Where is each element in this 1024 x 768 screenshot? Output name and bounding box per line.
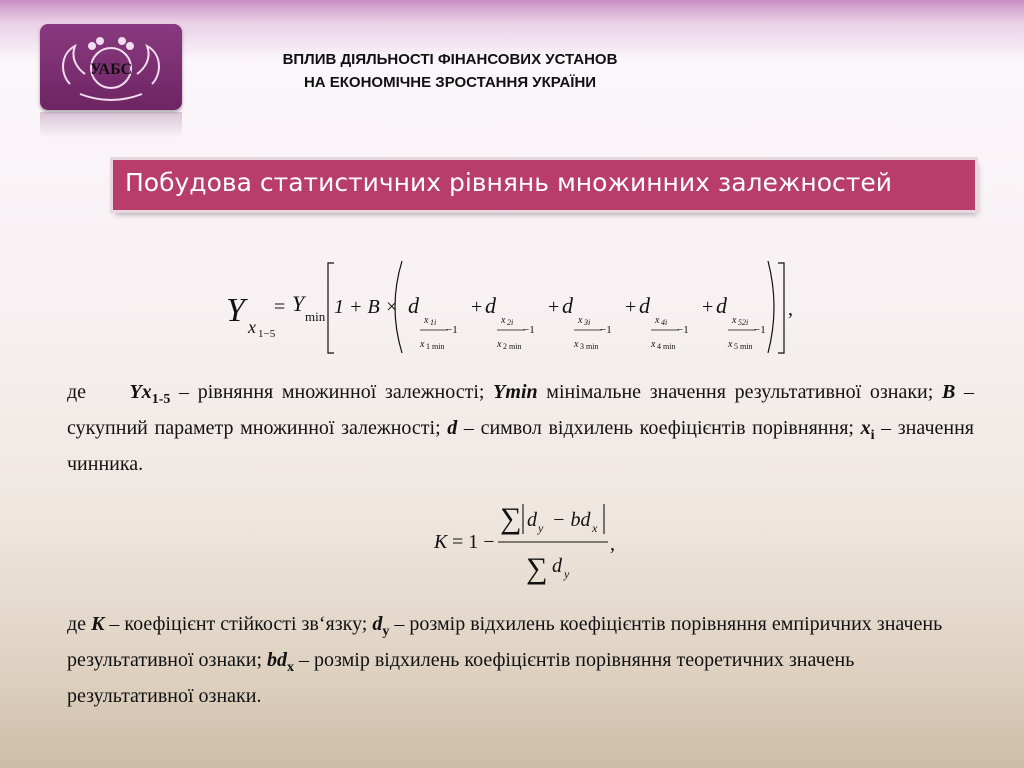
word-de: де — [67, 381, 87, 403]
right-paren — [768, 261, 774, 353]
term-num-idx: 52i — [738, 318, 749, 327]
term-den-idx: 3 min — [580, 342, 599, 351]
stability-coefficient-formula — [432, 496, 622, 586]
logo-reflection — [40, 112, 182, 138]
text-segment-3: – сукупний параметр множинної залежності; — [67, 381, 975, 439]
term-den-idx: 2 min — [503, 342, 522, 351]
term-k: K — [91, 613, 105, 635]
term-minus-one: −1 — [446, 324, 458, 336]
plus-sign: + — [471, 296, 483, 318]
logo — [40, 24, 182, 110]
term-bdx: bd — [267, 649, 288, 671]
term-x-sub: i — [870, 428, 875, 443]
plus-sign: + — [702, 296, 714, 318]
formula-equals: = — [274, 296, 286, 318]
term-den-x: x — [728, 339, 733, 350]
text-segment-2: мінімальне значення результативної ознаки; — [537, 381, 942, 403]
term-x: x — [860, 417, 871, 439]
term-d: d — [562, 293, 573, 318]
formula-comma: , — [788, 298, 793, 320]
term-dy-sub: y — [382, 624, 390, 639]
term-minus-one: −1 — [754, 324, 766, 336]
formula-lhs-subsub: 1−5 — [258, 328, 276, 340]
num-bd-sub: x — [592, 521, 598, 535]
k-symbol: K — [434, 531, 448, 553]
term-d: d — [485, 293, 496, 318]
den-d: d — [552, 555, 562, 577]
term-bdx-sub: x — [287, 660, 295, 675]
formula2-comma: , — [610, 533, 615, 555]
formula-ymin: Y — [292, 291, 305, 316]
num-minus-bd: − bd — [552, 509, 591, 531]
term-yx-sub: 1-5 — [151, 392, 171, 407]
plus-sign: + — [625, 296, 637, 318]
text-segment-7: – розмір відхилень коефіцієнтів порівняння емпіричних значень результативної ознаки; — [67, 613, 943, 671]
term-minus-one: −1 — [677, 324, 689, 336]
term-d: d — [639, 293, 650, 318]
term-num-x: x — [578, 315, 583, 326]
term-den-x: x — [651, 339, 656, 350]
num-d: d — [527, 509, 537, 531]
text-segment-8: – розмір відхилень коефіцієнтів порівняння теоретичних значень результативної ознаки. — [67, 649, 855, 707]
term-den-idx: 1 min — [426, 342, 445, 351]
sum-bottom: ∑ — [526, 552, 548, 585]
term-minus-one: −1 — [523, 324, 535, 336]
term-num-x: x — [501, 315, 506, 326]
term-den-x: x — [574, 339, 579, 350]
formula-lhs-y: Y — [226, 292, 245, 329]
explanation-paragraph-2 — [67, 610, 974, 711]
term-b: B — [941, 381, 956, 403]
den-d-sub: y — [564, 567, 570, 581]
term-den-idx: 4 min — [657, 342, 676, 351]
term-num-x: x — [655, 315, 660, 326]
page-header — [240, 48, 660, 94]
term-num-idx: 2i — [507, 318, 514, 327]
right-bracket — [778, 263, 784, 353]
header-line-1: ВПЛИВ ДІЯЛЬНОСТІ ФІНАНСОВИХ УСТАНОВ — [282, 51, 618, 68]
term-num-x: x — [732, 315, 737, 326]
term-num-x: x — [424, 315, 429, 326]
header-line-2: НА ЕКОНОМІЧНЕ ЗРОСТАННЯ УКРАЇНИ — [303, 74, 597, 91]
regression-formula — [222, 255, 812, 360]
text-segment-6: – коефіцієнт стійкості зв‘язку; — [104, 613, 373, 635]
term-den-idx: 5 min — [734, 342, 753, 351]
term-num-idx: 1i — [430, 318, 437, 327]
text-segment-1: – рівняння множинної залежності; — [170, 381, 494, 403]
formula-lhs-sub: x — [248, 317, 256, 337]
logo-text: УАБС — [89, 61, 133, 78]
term-yx: Yx — [129, 381, 152, 403]
term-ymin: Ymin — [493, 381, 538, 403]
banner-title: Побудова статистичних рівнянь множинних залежностей — [125, 168, 892, 197]
text-segment-5: – значення чинника. — [67, 417, 974, 475]
term-d: d — [716, 293, 727, 318]
formula-one-plus-b: 1 + B × — [334, 296, 399, 318]
term-den-x: x — [497, 339, 502, 350]
explanation-paragraph-1 — [67, 378, 974, 479]
term-d: d — [408, 293, 419, 318]
section-banner — [113, 160, 975, 210]
sum-top: ∑ — [500, 502, 522, 535]
formula-ymin-sub: min — [305, 309, 326, 324]
bank-emblem-icon — [40, 24, 182, 110]
k-equals: = 1 − — [452, 531, 495, 553]
text-segment-4: – символ відхилень коефіцієнтів порівняння; — [457, 417, 861, 439]
word-de-2: де — [67, 613, 92, 635]
term-minus-one: −1 — [600, 324, 612, 336]
term-dy: d — [372, 613, 383, 635]
term-d: d — [447, 417, 458, 439]
term-num-idx: 3i — [584, 318, 591, 327]
num-d-sub: y — [538, 521, 544, 535]
term-den-x: x — [420, 339, 425, 350]
plus-sign: + — [548, 296, 560, 318]
term-num-idx: 4i — [661, 318, 668, 327]
